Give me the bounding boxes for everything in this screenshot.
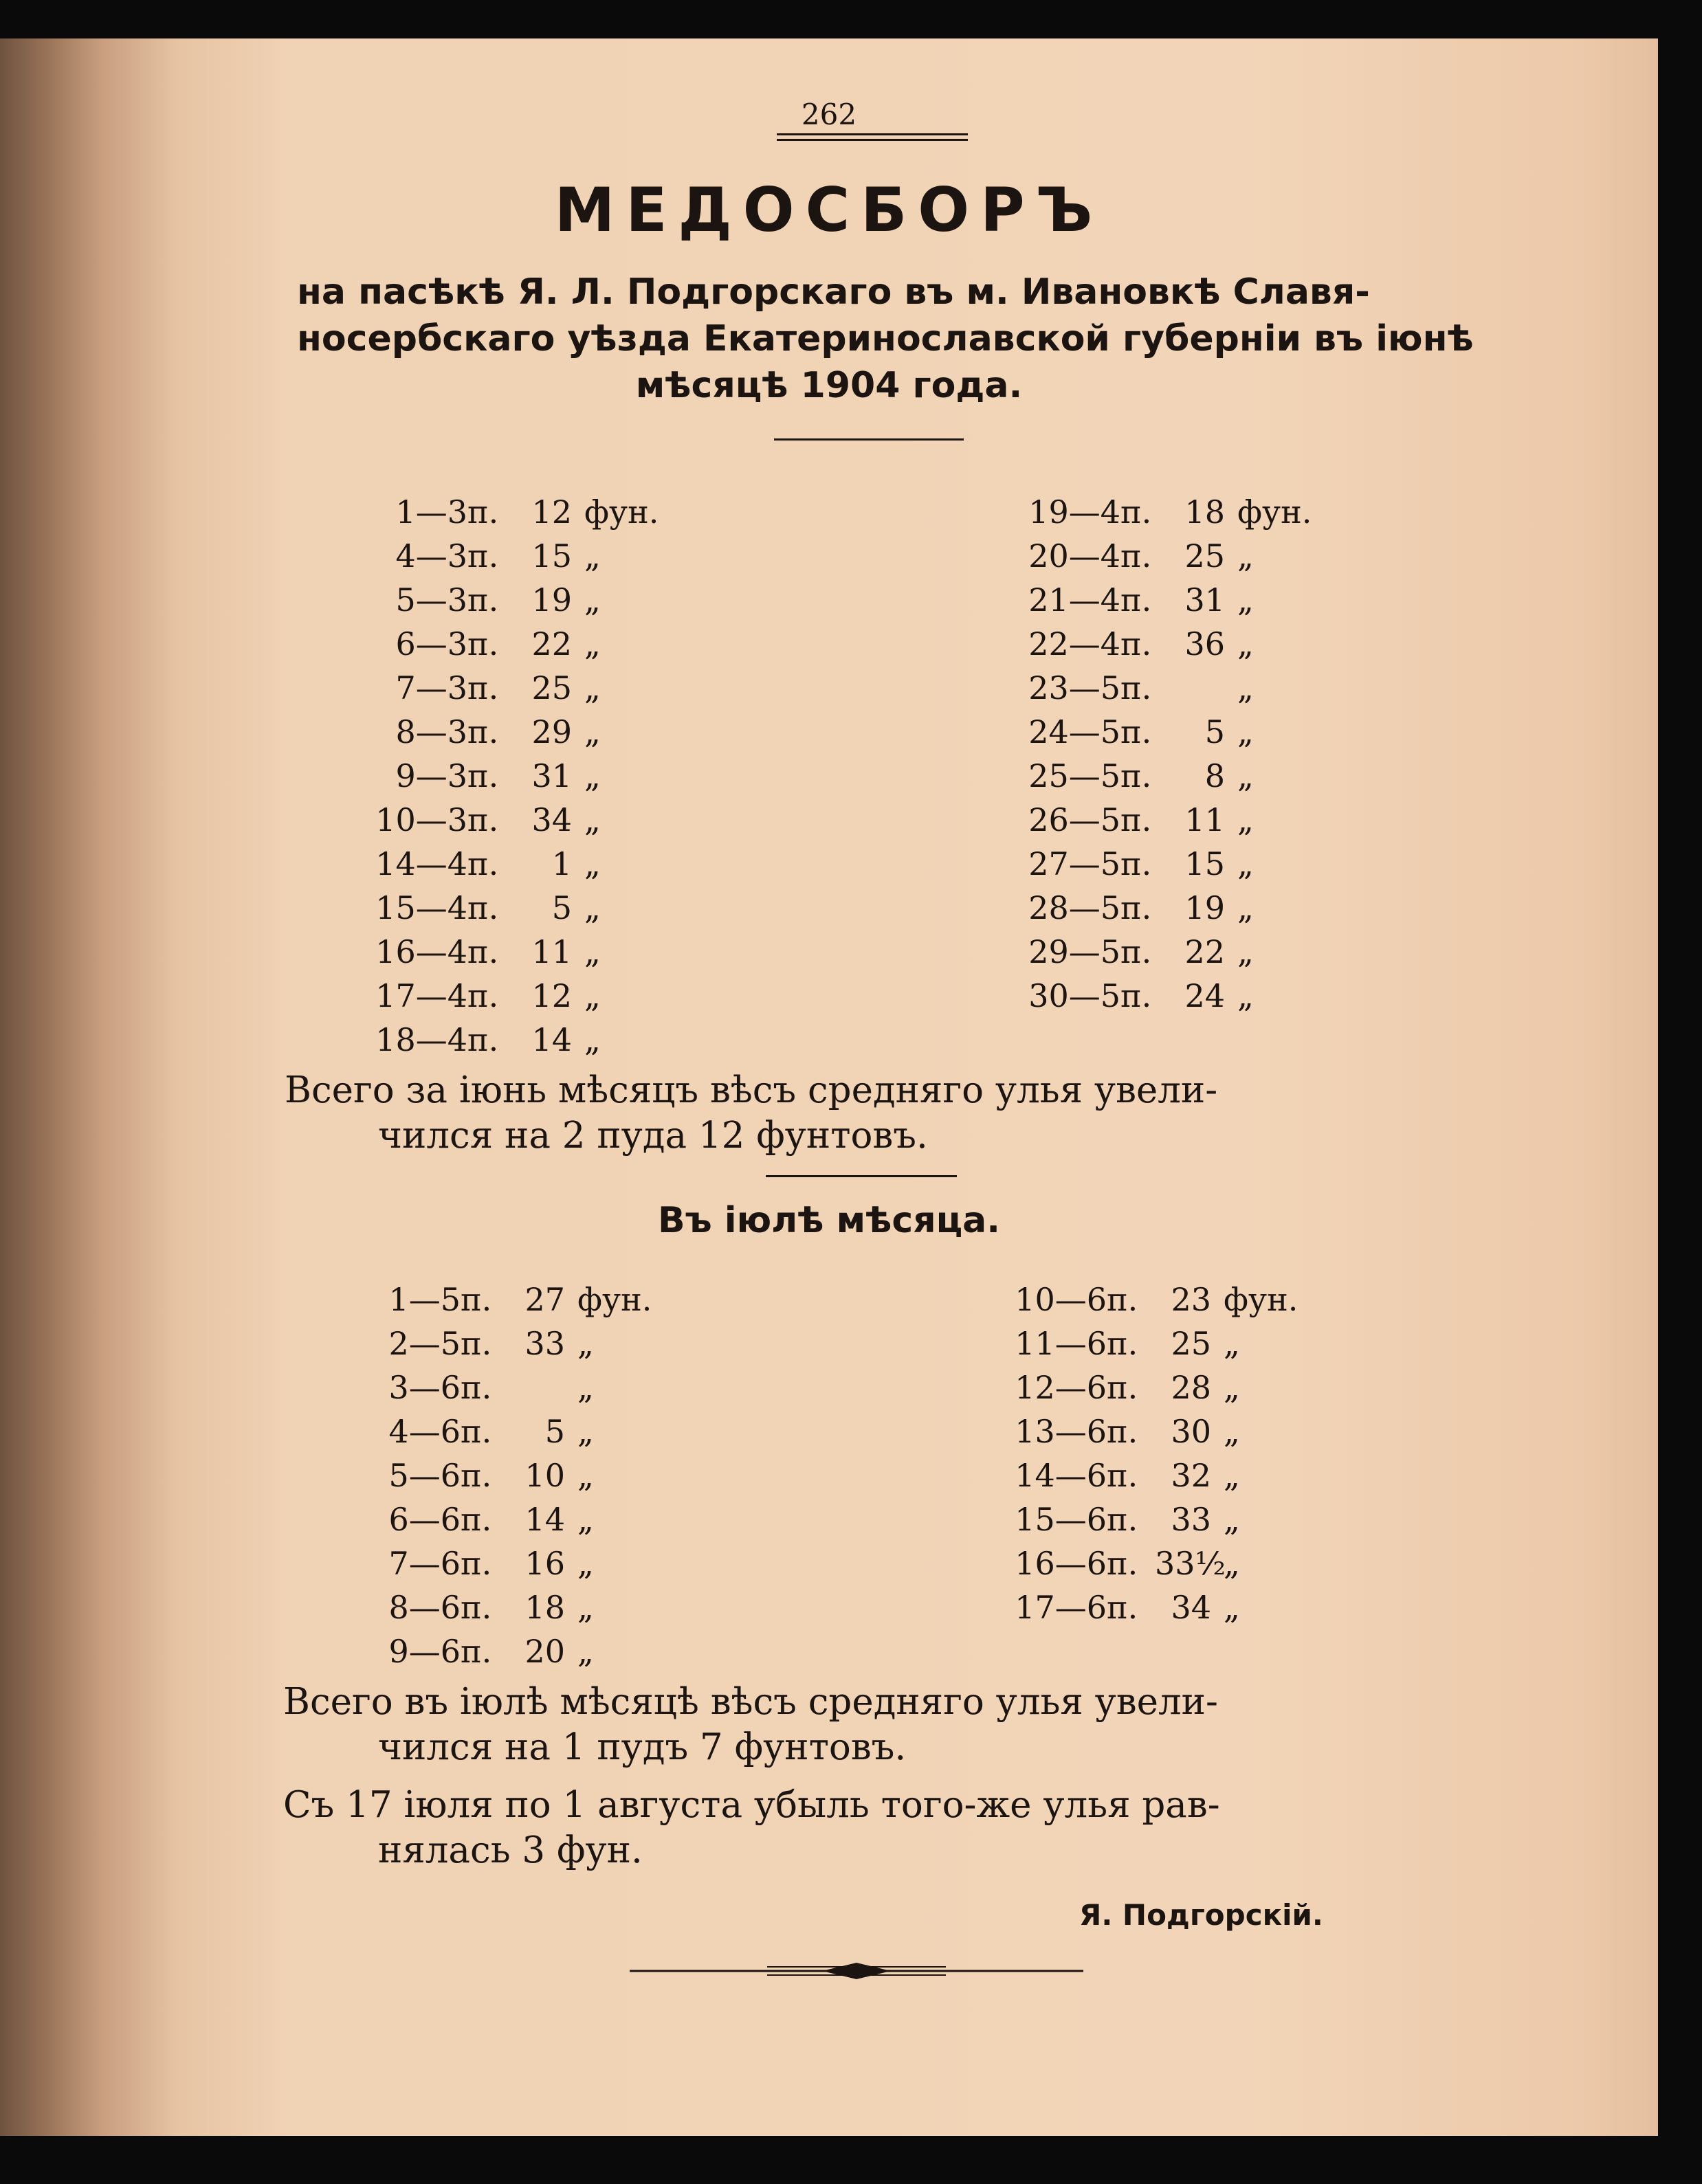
date-weight-cell: 4—3: [395, 537, 467, 575]
pud-unit-cell: п.: [461, 1633, 492, 1670]
date-weight-cell: 15—6: [1015, 1501, 1107, 1538]
pound-value-cell: 27: [524, 1281, 565, 1318]
table-row: [1017, 713, 1320, 750]
table-row: [364, 889, 667, 926]
unit-cell: „: [584, 757, 601, 794]
pud-unit-cell: п.: [461, 1501, 492, 1538]
date-weight-cell: 2—5: [388, 1325, 461, 1362]
pound-value-cell: 33: [1171, 1501, 1211, 1538]
table-row: [1017, 537, 1320, 575]
date-weight-cell: 14—4: [375, 845, 467, 882]
unit-cell: „: [577, 1501, 594, 1538]
unit-cell: „: [584, 581, 601, 619]
pound-value-cell: 29: [531, 713, 572, 750]
page-number: 262: [801, 98, 857, 131]
unit-cell: „: [584, 801, 601, 838]
pound-value-cell: 8: [1204, 757, 1225, 794]
table-row: [357, 1633, 660, 1670]
pound-value-cell: 11: [1184, 801, 1225, 838]
pud-unit-cell: п.: [467, 1021, 499, 1058]
pound-value-cell: 1: [551, 845, 572, 882]
date-weight-cell: 6—6: [388, 1501, 461, 1538]
pound-value-cell: 24: [1184, 977, 1225, 1014]
pud-unit-cell: п.: [1107, 1501, 1138, 1538]
subtitle-line-3: мѣсяцѣ 1904 года.: [635, 365, 1023, 406]
pud-unit-cell: п.: [1107, 1369, 1138, 1406]
pound-value-cell: 25: [1184, 537, 1225, 575]
table-row: [357, 1545, 660, 1582]
unit-cell: „: [1224, 1501, 1240, 1538]
page-number-rule-top: [777, 133, 968, 135]
date-weight-cell: 30—5: [1028, 977, 1120, 1014]
july-total-line-1: Всего въ іюлѣ мѣсяцѣ вѣсъ средняго улья увели-: [283, 1681, 1218, 1723]
date-weight-cell: 17—6: [1015, 1589, 1107, 1626]
unit-cell: „: [1224, 1457, 1240, 1494]
pud-unit-cell: п.: [467, 625, 499, 662]
pound-value-cell: 19: [1184, 889, 1225, 926]
unit-cell: фун.: [1237, 493, 1312, 531]
date-weight-cell: 28—5: [1028, 889, 1120, 926]
table-row: [357, 1281, 660, 1318]
loss-line-2: нялась 3 фун.: [378, 1829, 643, 1871]
table-row: [364, 757, 667, 794]
date-weight-cell: 26—5: [1028, 801, 1120, 838]
table-row: [364, 977, 667, 1014]
unit-cell: „: [584, 1021, 601, 1058]
pud-unit-cell: п.: [467, 933, 499, 970]
table-row: [364, 1021, 667, 1058]
date-weight-cell: 8—3: [395, 713, 467, 750]
pound-value-cell: 18: [524, 1589, 565, 1626]
table-row: [1017, 845, 1320, 882]
table-row: [364, 537, 667, 575]
unit-cell: фун.: [577, 1281, 652, 1318]
pud-unit-cell: п.: [1120, 581, 1152, 619]
unit-cell: „: [584, 977, 601, 1014]
date-weight-cell: 3—6: [388, 1369, 461, 1406]
table-row: [1004, 1325, 1306, 1362]
date-weight-cell: 12—6: [1015, 1369, 1107, 1406]
unit-cell: „: [1224, 1369, 1240, 1406]
subtitle-line-1: на пасѣкѣ Я. Л. Подгорскаго въ м. Ивановкѣ Славя-: [297, 271, 1370, 313]
table-row: [364, 933, 667, 970]
pud-unit-cell: п.: [1120, 537, 1152, 575]
pud-unit-cell: п.: [1107, 1325, 1138, 1362]
table-row: [357, 1369, 660, 1406]
unit-cell: „: [584, 537, 601, 575]
unit-cell: „: [1237, 625, 1254, 662]
pud-unit-cell: п.: [1120, 757, 1152, 794]
pound-value-cell: 14: [531, 1021, 572, 1058]
date-weight-cell: 1—3: [395, 493, 467, 531]
date-weight-cell: 13—6: [1015, 1413, 1107, 1450]
date-weight-cell: 5—6: [388, 1457, 461, 1494]
table-row: [1017, 669, 1320, 706]
pud-unit-cell: п.: [1107, 1457, 1138, 1494]
pud-unit-cell: п.: [1107, 1589, 1138, 1626]
date-weight-cell: 16—4: [375, 933, 467, 970]
pud-unit-cell: п.: [1107, 1545, 1138, 1582]
table-row: [357, 1457, 660, 1494]
date-weight-cell: 18—4: [375, 1021, 467, 1058]
date-weight-cell: 5—3: [395, 581, 467, 619]
pud-unit-cell: п.: [467, 977, 499, 1014]
table-row: [1017, 625, 1320, 662]
pud-unit-cell: п.: [467, 757, 499, 794]
date-weight-cell: 24—5: [1028, 713, 1120, 750]
pud-unit-cell: п.: [461, 1457, 492, 1494]
table-row: [1017, 977, 1320, 1014]
date-weight-cell: 7—6: [388, 1545, 461, 1582]
pud-unit-cell: п.: [1107, 1413, 1138, 1450]
pound-value-cell: 14: [524, 1501, 565, 1538]
pud-unit-cell: п.: [467, 845, 499, 882]
unit-cell: „: [1224, 1589, 1240, 1626]
unit-cell: „: [584, 933, 601, 970]
table-row: [364, 801, 667, 838]
pound-value-cell: 28: [1171, 1369, 1211, 1406]
table-row: [357, 1589, 660, 1626]
date-weight-cell: 25—5: [1028, 757, 1120, 794]
table-row: [357, 1501, 660, 1538]
date-weight-cell: 15—4: [375, 889, 467, 926]
pound-value-cell: 5: [1204, 713, 1225, 750]
date-weight-cell: 10—6: [1015, 1281, 1107, 1318]
unit-cell: „: [1237, 933, 1254, 970]
july-heading: Въ іюлѣ мѣсяца.: [657, 1200, 1000, 1241]
july-total-line-2: чился на 1 пудъ 7 фунтовъ.: [378, 1726, 907, 1768]
pound-value-cell: 12: [531, 977, 572, 1014]
unit-cell: „: [1237, 977, 1254, 1014]
june-divider: [766, 1175, 957, 1177]
pound-value-cell: 12: [531, 493, 572, 531]
pound-value-cell: 33: [524, 1325, 565, 1362]
subtitle-line-2: носербскаго уѣзда Екатеринославской губерніи въ іюнѣ: [297, 318, 1474, 359]
date-weight-cell: 23—5: [1028, 669, 1120, 706]
date-weight-cell: 9—6: [388, 1633, 461, 1670]
table-row: [1004, 1457, 1306, 1494]
table-row: [364, 581, 667, 619]
date-weight-cell: 9—3: [395, 757, 467, 794]
unit-cell: „: [584, 713, 601, 750]
pud-unit-cell: п.: [1120, 889, 1152, 926]
unit-cell: „: [577, 1545, 594, 1582]
pound-value-cell: 16: [524, 1545, 565, 1582]
unit-cell: „: [1224, 1325, 1240, 1362]
unit-cell: „: [1237, 581, 1254, 619]
pud-unit-cell: п.: [461, 1545, 492, 1582]
date-weight-cell: 27—5: [1028, 845, 1120, 882]
pud-unit-cell: п.: [1120, 977, 1152, 1014]
unit-cell: „: [577, 1369, 594, 1406]
unit-cell: „: [1224, 1545, 1240, 1582]
pound-value-cell: 31: [1184, 581, 1225, 619]
table-row: [1004, 1545, 1306, 1582]
unit-cell: „: [1237, 845, 1254, 882]
pound-value-cell: 11: [531, 933, 572, 970]
date-weight-cell: 6—3: [395, 625, 467, 662]
unit-cell: „: [577, 1413, 594, 1450]
pud-unit-cell: п.: [1107, 1281, 1138, 1318]
date-weight-cell: 4—6: [388, 1413, 461, 1450]
pound-value-cell: 25: [531, 669, 572, 706]
unit-cell: фун.: [1224, 1281, 1298, 1318]
pud-unit-cell: п.: [1120, 801, 1152, 838]
unit-cell: „: [1237, 889, 1254, 926]
pud-unit-cell: п.: [467, 889, 499, 926]
pud-unit-cell: п.: [1120, 845, 1152, 882]
date-weight-cell: 10—3: [375, 801, 467, 838]
table-row: [1017, 493, 1320, 531]
unit-cell: „: [1237, 669, 1254, 706]
date-weight-cell: 21—4: [1028, 581, 1120, 619]
table-row: [1004, 1281, 1306, 1318]
pound-value-cell: 31: [531, 757, 572, 794]
pud-unit-cell: п.: [467, 801, 499, 838]
june-total-line-1: Всего за іюнь мѣсяцъ вѣсъ средняго улья увели-: [285, 1069, 1218, 1111]
unit-cell: „: [584, 889, 601, 926]
pud-unit-cell: п.: [1120, 493, 1152, 531]
table-row: [1004, 1501, 1306, 1538]
pound-value-cell: 23: [1171, 1281, 1211, 1318]
table-row: [364, 625, 667, 662]
pound-value-cell: 22: [1184, 933, 1225, 970]
unit-cell: „: [1237, 537, 1254, 575]
pud-unit-cell: п.: [467, 581, 499, 619]
pud-unit-cell: п.: [1120, 625, 1152, 662]
signature: Я. Подгорскій.: [1079, 1898, 1323, 1932]
date-weight-cell: 29—5: [1028, 933, 1120, 970]
pound-value-cell: 18: [1184, 493, 1225, 531]
pound-value-cell: 33½: [1155, 1545, 1226, 1582]
pound-value-cell: 15: [531, 537, 572, 575]
pud-unit-cell: п.: [1120, 933, 1152, 970]
table-row: [1017, 801, 1320, 838]
pud-unit-cell: п.: [461, 1325, 492, 1362]
date-weight-cell: 16—6: [1015, 1545, 1107, 1582]
pound-value-cell: 10: [524, 1457, 565, 1494]
pound-value-cell: 22: [531, 625, 572, 662]
pound-value-cell: 36: [1184, 625, 1225, 662]
subtitle-divider: [774, 438, 964, 441]
unit-cell: „: [1237, 801, 1254, 838]
pud-unit-cell: п.: [467, 713, 499, 750]
table-row: [357, 1325, 660, 1362]
table-row: [1017, 581, 1320, 619]
table-row: [364, 845, 667, 882]
unit-cell: „: [584, 669, 601, 706]
date-weight-cell: 14—6: [1015, 1457, 1107, 1494]
table-row: [364, 713, 667, 750]
date-weight-cell: 20—4: [1028, 537, 1120, 575]
table-row: [1017, 889, 1320, 926]
unit-cell: „: [584, 625, 601, 662]
table-row: [1017, 933, 1320, 970]
unit-cell: „: [577, 1457, 594, 1494]
table-row: [357, 1413, 660, 1450]
table-row: [364, 669, 667, 706]
page-title: МЕДОСБОРЪ: [554, 175, 1104, 245]
unit-cell: „: [577, 1589, 594, 1626]
date-weight-cell: 22—4: [1028, 625, 1120, 662]
unit-cell: „: [577, 1325, 594, 1362]
unit-cell: „: [577, 1633, 594, 1670]
unit-cell: фун.: [584, 493, 659, 531]
pound-value-cell: 5: [544, 1413, 565, 1450]
pud-unit-cell: п.: [461, 1413, 492, 1450]
end-ornament: [630, 1957, 1083, 1985]
pud-unit-cell: п.: [467, 537, 499, 575]
pound-value-cell: 5: [551, 889, 572, 926]
date-weight-cell: 7—3: [395, 669, 467, 706]
date-weight-cell: 8—6: [388, 1589, 461, 1626]
page-number-rule-bottom: [777, 139, 968, 141]
pound-value-cell: 34: [531, 801, 572, 838]
unit-cell: „: [1237, 713, 1254, 750]
pound-value-cell: 34: [1171, 1589, 1211, 1626]
table-row: [1004, 1369, 1306, 1406]
table-row: [1004, 1413, 1306, 1450]
unit-cell: „: [1224, 1413, 1240, 1450]
pound-value-cell: 20: [524, 1633, 565, 1670]
pud-unit-cell: п.: [1120, 713, 1152, 750]
date-weight-cell: 19—4: [1028, 493, 1120, 531]
book-page: [0, 38, 1658, 2136]
unit-cell: „: [1237, 757, 1254, 794]
pud-unit-cell: п.: [461, 1369, 492, 1406]
unit-cell: „: [584, 845, 601, 882]
date-weight-cell: 1—5: [388, 1281, 461, 1318]
date-weight-cell: 17—4: [375, 977, 467, 1014]
pound-value-cell: 15: [1184, 845, 1225, 882]
pud-unit-cell: п.: [461, 1589, 492, 1626]
date-weight-cell: 11—6: [1015, 1325, 1107, 1362]
table-row: [1004, 1589, 1306, 1626]
pud-unit-cell: п.: [1120, 669, 1152, 706]
table-row: [1017, 757, 1320, 794]
pud-unit-cell: п.: [461, 1281, 492, 1318]
table-row: [364, 493, 667, 531]
pound-value-cell: 25: [1171, 1325, 1211, 1362]
pud-unit-cell: п.: [467, 493, 499, 531]
pound-value-cell: 30: [1171, 1413, 1211, 1450]
loss-line-1: Съ 17 іюля по 1 августа убыль того-же улья рав-: [283, 1784, 1220, 1826]
pound-value-cell: 19: [531, 581, 572, 619]
june-total-line-2: чился на 2 пуда 12 фунтовъ.: [378, 1115, 928, 1157]
pound-value-cell: 32: [1171, 1457, 1211, 1494]
pud-unit-cell: п.: [467, 669, 499, 706]
